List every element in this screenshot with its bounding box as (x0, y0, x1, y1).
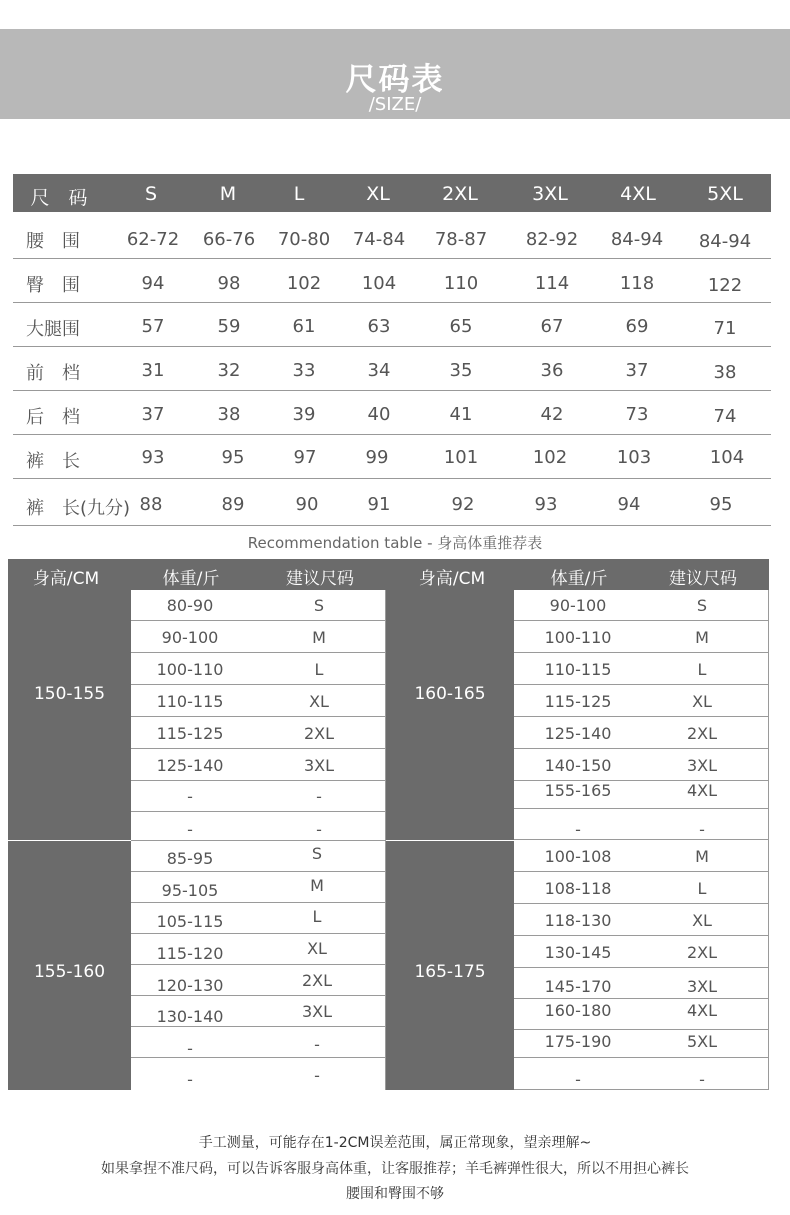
table-cell: 93 (141, 447, 165, 468)
footer-note: 如果拿捏不准尺码，可以告诉客服身高体重，让客服推荐；羊毛裤弹性很大，所以不用担心裤长 (101, 1161, 689, 1177)
table-cell: 99 (365, 447, 389, 468)
table-cell: 42 (540, 404, 564, 425)
table-cell: 69 (625, 316, 649, 337)
reco-col-header: 建议尺码 (286, 569, 354, 589)
divider (514, 1089, 769, 1090)
table-cell: 66-76 (202, 229, 256, 250)
table-row (13, 391, 771, 435)
recommendation-caption: Recommendation table - 身高体重推荐表 (247, 534, 543, 552)
reco-col-header: 身高/CM (32, 569, 100, 589)
size-col-header: 2XL (442, 183, 478, 205)
table-cell: 31 (141, 360, 165, 381)
table-row: - - (131, 781, 386, 812)
table-row: 85-95 S (131, 841, 386, 872)
table-row: 108-118 L (514, 873, 769, 904)
table-row: 100-108 M (514, 841, 769, 872)
size-col-header: S (144, 183, 158, 205)
table-row: 90-100 S (514, 590, 769, 621)
table-cell: 37 (625, 360, 649, 381)
divider (768, 590, 769, 1090)
table-cell: 104 (361, 273, 397, 294)
page-title: 尺码表 (345, 62, 445, 98)
row-label: 裤 长 (26, 451, 80, 472)
table-cell: 41 (449, 404, 473, 425)
table-row: 175-190 5XL (514, 1026, 769, 1058)
table-row: 130-140 3XL (131, 996, 386, 1027)
table-cell: 37 (141, 404, 165, 425)
table-cell: 94 (141, 273, 165, 294)
size-table-header (13, 174, 771, 212)
table-cell: 89 (221, 494, 245, 515)
table-cell: 104 (709, 447, 745, 468)
table-cell: 63 (367, 316, 391, 337)
table-cell: 95 (221, 447, 245, 468)
table-row: - - (514, 809, 769, 840)
table-row (13, 303, 771, 347)
table-cell: 67 (540, 316, 564, 337)
height-cell: 160-165 (386, 590, 514, 840)
table-cell: 59 (217, 316, 241, 337)
table-cell: 92 (451, 494, 475, 515)
size-col-header: 4XL (620, 183, 656, 205)
table-row: 115-120 XL (131, 934, 386, 965)
size-col-header: 尺 码 (30, 187, 88, 209)
row-label: 腰 围 (26, 231, 80, 252)
reco-header-left (8, 559, 386, 590)
table-cell: 102 (286, 273, 322, 294)
table-cell: 61 (292, 316, 316, 337)
table-cell: 118 (619, 273, 655, 294)
table-cell: 82-92 (525, 229, 579, 250)
table-cell: 65 (449, 316, 473, 337)
table-row: 120-130 2XL (131, 965, 386, 996)
table-cell: 74 (713, 406, 737, 427)
table-row: - - (131, 1027, 386, 1058)
table-cell: 114 (534, 273, 570, 294)
table-cell: 57 (141, 316, 165, 337)
table-cell: 98 (217, 273, 241, 294)
table-cell: 101 (443, 447, 479, 468)
table-row: - - (131, 810, 386, 841)
table-cell: 74-84 (352, 229, 406, 250)
page-subtitle: /SIZE/ (368, 94, 422, 115)
table-cell: 122 (707, 275, 743, 296)
table-row: 125-140 2XL (514, 718, 769, 749)
table-row: 105-115 L (131, 903, 386, 934)
size-col-header: 3XL (532, 183, 568, 205)
table-row: 110-115 XL (131, 686, 386, 717)
table-cell: 33 (292, 360, 316, 381)
table-cell: 84-94 (610, 229, 664, 250)
table-row: 100-110 L (131, 654, 386, 685)
table-cell: 73 (625, 404, 649, 425)
row-label: 臀 围 (26, 275, 80, 296)
table-cell: 39 (292, 404, 316, 425)
table-row: 95-105 M (131, 872, 386, 903)
reco-col-header: 身高/CM (418, 569, 486, 589)
table-row: - - (187, 1066, 320, 1089)
table-cell: 78-87 (434, 229, 488, 250)
size-col-header: 5XL (707, 183, 743, 205)
divider (385, 590, 386, 1090)
table-cell: 40 (367, 404, 391, 425)
table-row: 130-145 2XL (514, 937, 769, 968)
table-cell: 93 (534, 494, 558, 515)
size-col-header: L (293, 183, 305, 205)
reco-col-header: 体重/斤 (162, 569, 220, 589)
table-cell: 36 (540, 360, 564, 381)
table-row: 145-170 3XL (514, 968, 769, 999)
row-label: 裤 长(九分) (26, 498, 131, 519)
size-col-header: XL (366, 183, 390, 205)
table-cell: 110 (443, 273, 479, 294)
reco-header-right (386, 559, 769, 590)
reco-col-header: 建议尺码 (669, 569, 737, 589)
table-cell: 32 (217, 360, 241, 381)
table-row: 160-180 4XL (514, 999, 769, 1030)
table-cell: 88 (139, 494, 163, 515)
table-row (13, 347, 771, 391)
table-row: - - (514, 1058, 769, 1090)
table-row: 90-100 M (131, 622, 386, 653)
row-label: 后 档 (26, 407, 80, 428)
table-row: 100-110 M (514, 622, 769, 653)
reco-col-header: 体重/斤 (550, 569, 608, 589)
row-label: 前 档 (26, 363, 80, 384)
row-label: 大腿围 (26, 319, 80, 340)
table-row: 155-165 4XL (514, 778, 769, 809)
table-cell: 90 (295, 494, 319, 515)
table-row (13, 435, 771, 479)
table-cell: 70-80 (277, 229, 331, 250)
height-cell: 155-160 (8, 841, 131, 1090)
table-row: 115-125 2XL (131, 718, 386, 749)
table-cell: 62-72 (126, 229, 180, 250)
size-col-header: M (219, 183, 237, 205)
table-cell: 95 (709, 494, 733, 515)
table-row: 125-140 3XL (131, 750, 386, 781)
table-cell: 94 (617, 494, 641, 515)
table-row: 80-90 S (131, 590, 386, 621)
table-row (13, 259, 771, 303)
table-row: 140-150 3XL (514, 750, 769, 781)
table-cell: 35 (449, 360, 473, 381)
table-row (13, 213, 771, 259)
table-row: 115-125 XL (514, 686, 769, 717)
table-row (13, 479, 771, 526)
table-row: 118-130 XL (514, 905, 769, 936)
height-cell: 150-155 (8, 590, 131, 840)
table-cell: 71 (713, 318, 737, 339)
table-cell: 103 (616, 447, 652, 468)
table-cell: 34 (367, 360, 391, 381)
height-cell: 165-175 (386, 841, 514, 1090)
table-cell: 84-94 (698, 231, 752, 252)
table-cell: 102 (532, 447, 568, 468)
table-cell: 97 (293, 447, 317, 468)
table-cell: 38 (217, 404, 241, 425)
table-cell: 91 (367, 494, 391, 515)
table-row: 110-115 L (514, 654, 769, 685)
footer-note: 手工测量，可能存在1-2CM误差范围，属正常现象，望亲理解~ (198, 1135, 592, 1151)
table-cell: 38 (713, 362, 737, 383)
footer-note: 腰围和臀围不够 (346, 1186, 444, 1202)
